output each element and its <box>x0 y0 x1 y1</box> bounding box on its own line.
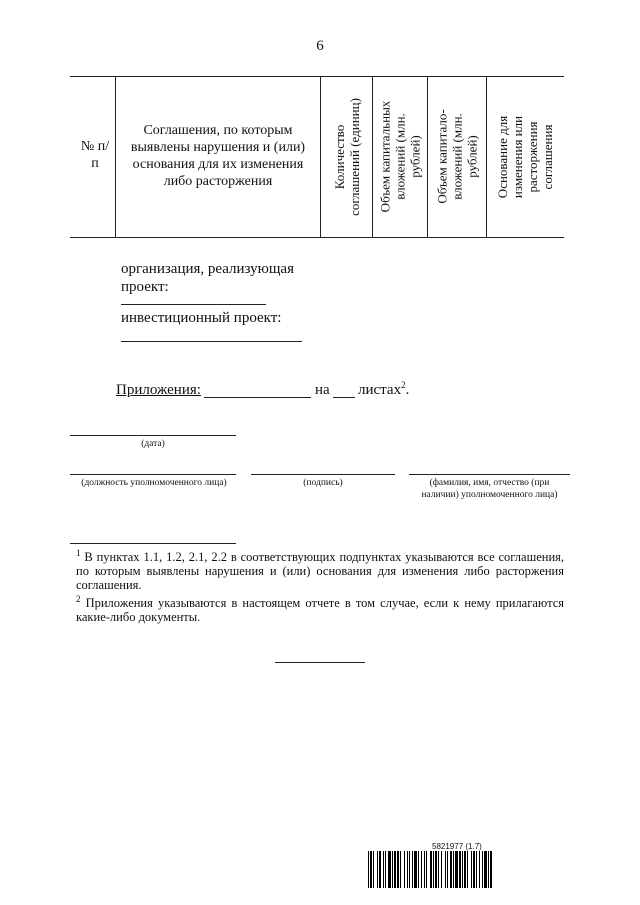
signature-line <box>251 474 395 475</box>
page-number: 6 <box>316 38 324 54</box>
position-caption: (должность уполномоченного лица) <box>81 478 227 488</box>
attachments-count-blank <box>333 397 355 398</box>
org-label-line: организация, реализующая <box>121 261 294 277</box>
footnote-text: Приложения указываются в настоящем отчете в том случае, если к нему прилагаются какие-либо документы. <box>76 596 564 624</box>
footnote-separator <box>70 543 236 544</box>
table-divider <box>115 76 116 238</box>
attachments-blank <box>204 397 311 398</box>
barcode-number: 5821977 (1.7) <box>432 842 482 851</box>
barcode-bar <box>492 851 493 888</box>
name-caption: (фамилия, имя, отчество (при наличии) уполномоченного лица) <box>421 478 558 500</box>
header-count-line: Количество <box>331 124 347 189</box>
attachments-dot: . <box>405 382 410 398</box>
org-label <box>121 260 294 296</box>
footnote-1 <box>76 547 565 592</box>
date-caption: (дата) <box>141 439 165 449</box>
footnote-text: В пунктах 1.1, 1.2, 2.1, 2.2 в соответствующих подпунктах указываются все соглашения, по которым выявлены нарушения и (или) основания для изменения либо расторжения соглашения. <box>76 550 565 592</box>
header-capital-line: рублей) <box>407 135 423 178</box>
header-capital-line: Объем капитальных <box>377 100 393 213</box>
footnote-mark: 2 <box>76 593 81 604</box>
header-num: № п/п <box>80 139 110 171</box>
footnote-mark: 1 <box>76 547 81 558</box>
org-input-line <box>121 304 266 305</box>
footnote-2 <box>76 593 564 624</box>
header-basis-line: Основание для <box>495 115 511 198</box>
invest-label: инвестиционный проект: <box>121 310 282 326</box>
org-label-line: проект: <box>121 279 169 295</box>
position-line <box>70 474 236 475</box>
header-capital-cell <box>373 76 427 237</box>
attachments-footnote-mark: 2 <box>401 380 406 390</box>
name-line <box>409 474 570 475</box>
header-basis-line: соглашения <box>540 124 556 189</box>
header-count-line: соглашений (единиц) <box>346 97 362 216</box>
header-basis-line: изменения или <box>510 115 526 198</box>
signature-caption: (подпись) <box>303 478 343 488</box>
invest-input-line <box>121 341 302 342</box>
header-capital-line: вложений (млн. <box>392 113 408 200</box>
header-capital2-line: Объем капитало- <box>434 109 450 204</box>
end-separator <box>275 662 365 663</box>
attachments-mid: на <box>315 382 330 398</box>
header-basis-cell <box>487 76 564 237</box>
header-capital2-cell <box>428 76 486 237</box>
header-basis-line: расторжения <box>525 120 541 193</box>
header-capital2-line: рублей) <box>464 135 480 178</box>
header-agreements: Соглашения, по которым выявлены нарушения и (или) основания для их изменения либо расторжения <box>130 123 306 189</box>
date-line <box>70 435 236 436</box>
attachments-end-text: листах <box>358 382 402 398</box>
table-bottom-border <box>70 237 564 238</box>
header-capital2-line: вложений (млн. <box>449 113 465 200</box>
barcode <box>368 851 573 888</box>
attachments-label: Приложения: <box>116 382 201 398</box>
attachments-end <box>358 381 409 399</box>
header-count-cell <box>321 76 372 237</box>
agreements-table <box>70 76 564 238</box>
